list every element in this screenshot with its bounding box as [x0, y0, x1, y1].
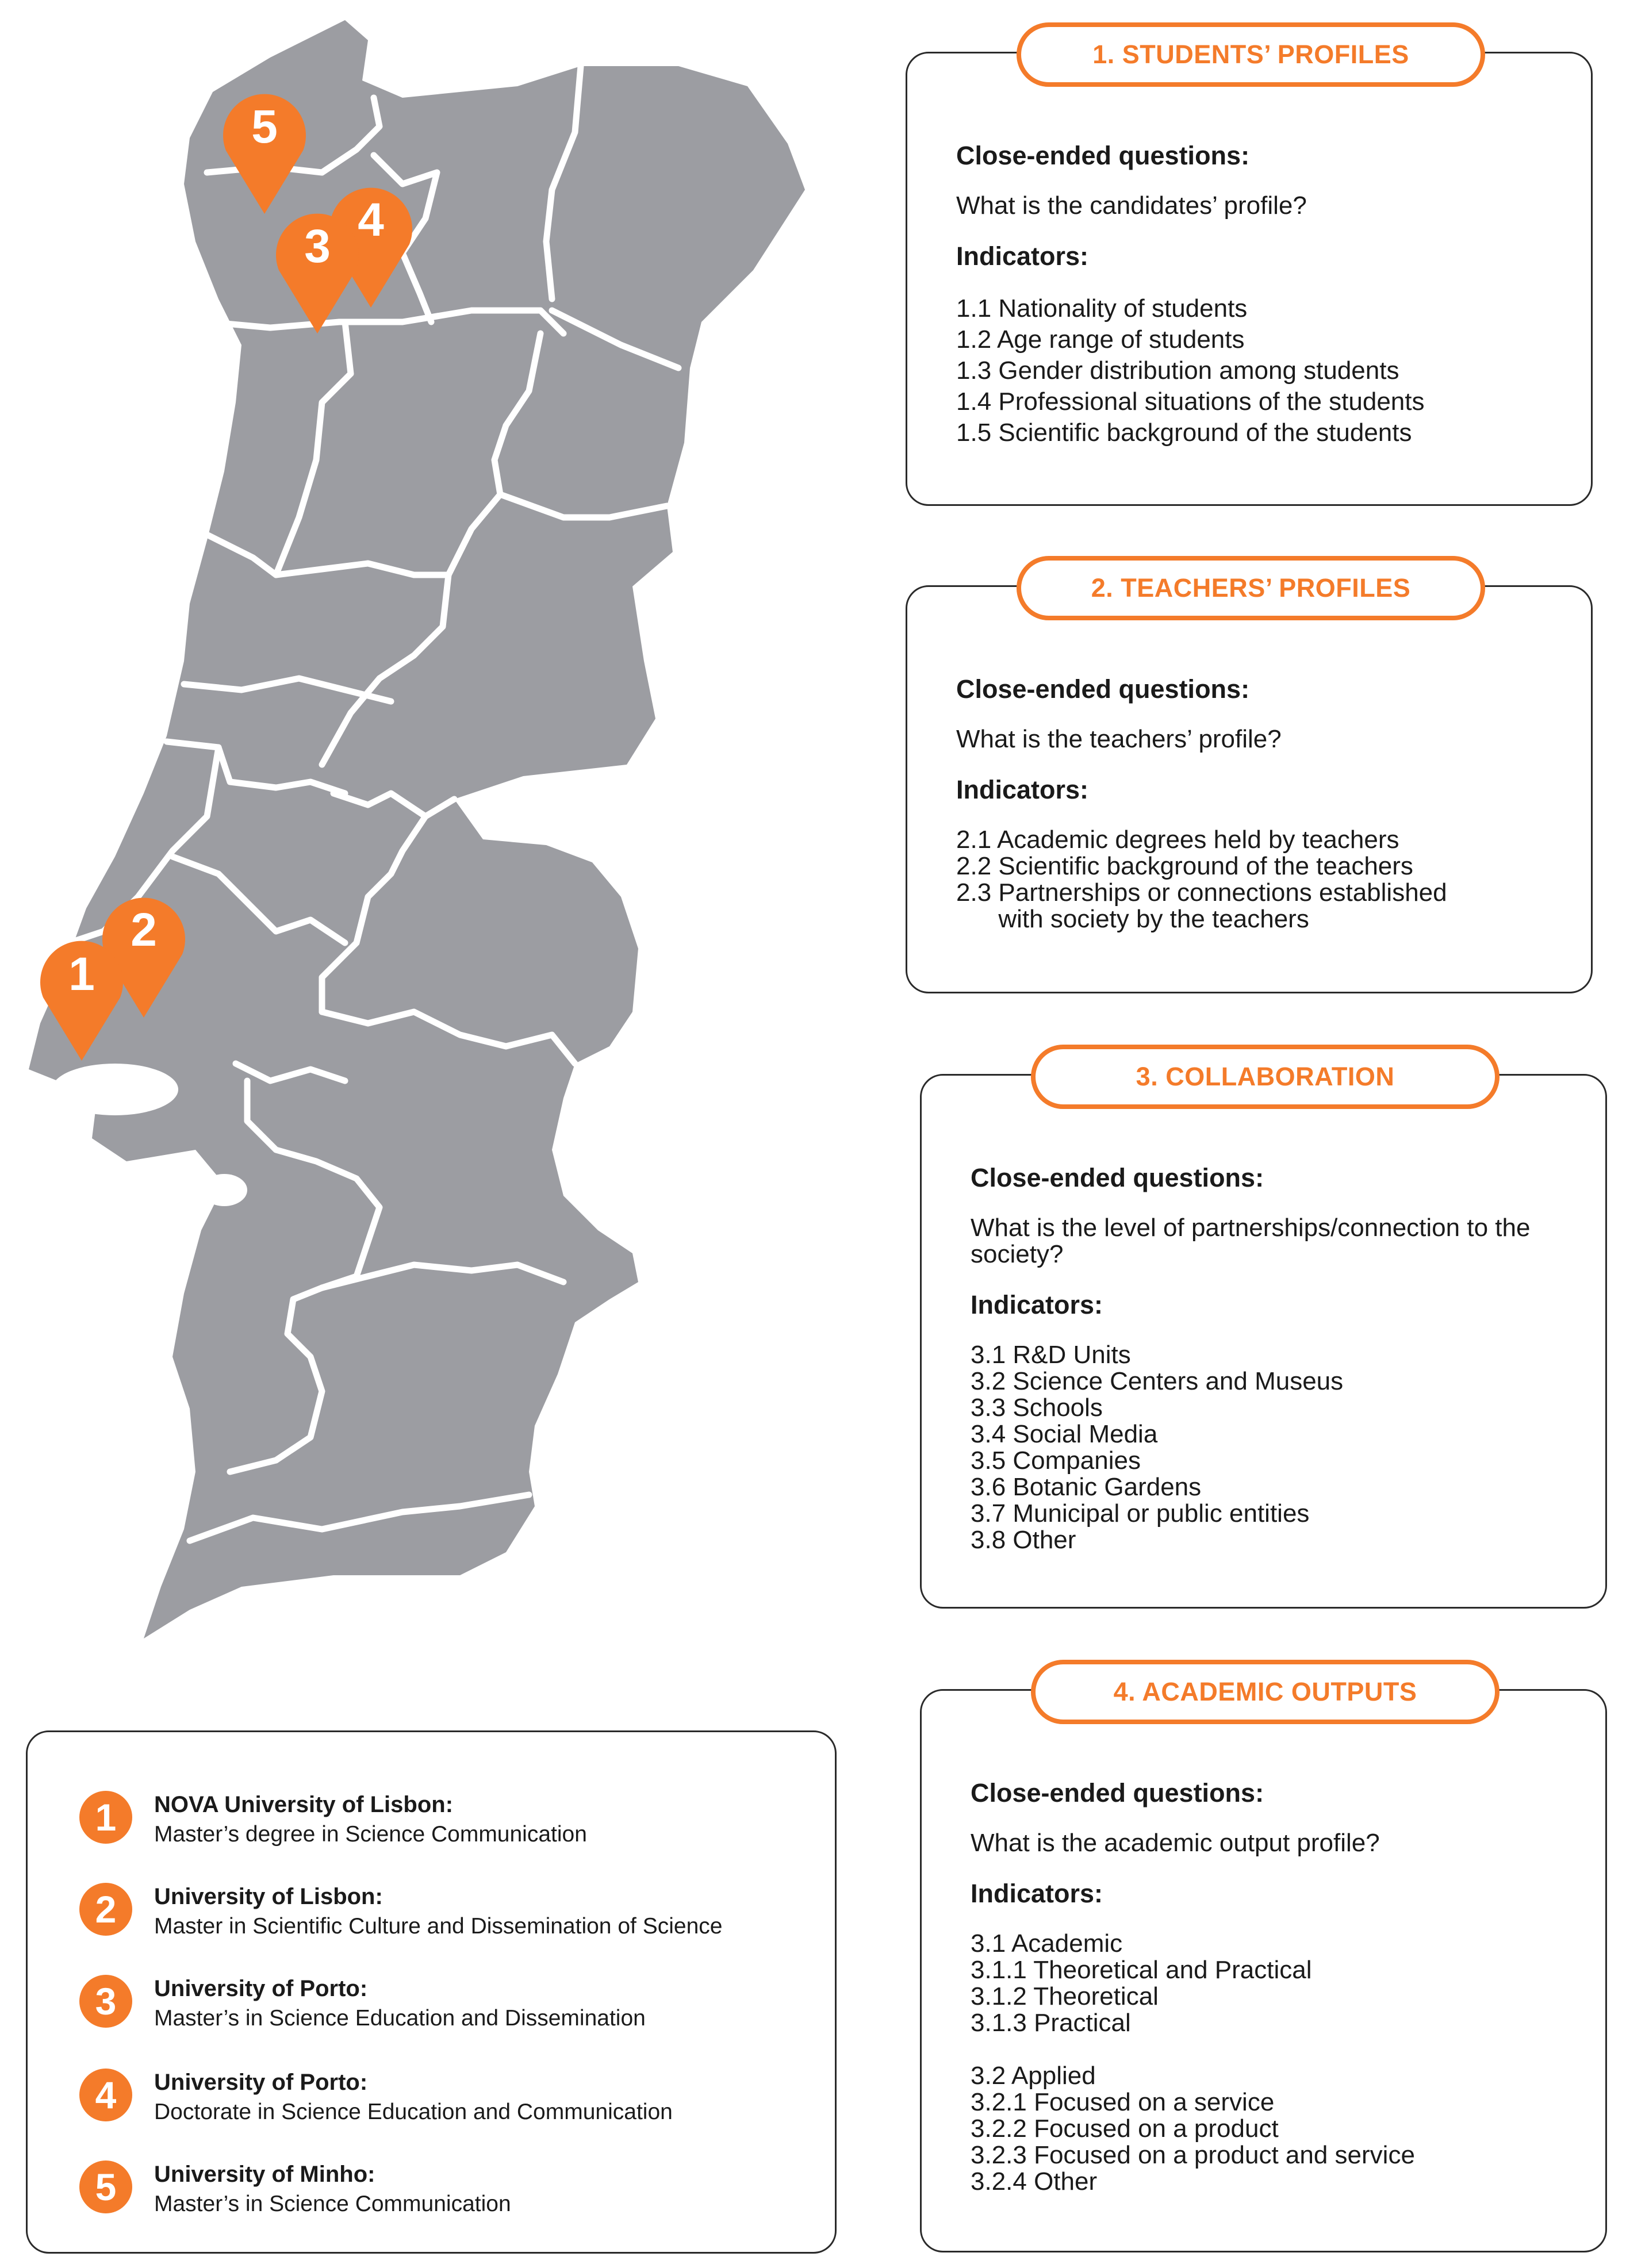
legend-item-2: [79, 1882, 722, 1941]
indicator-item: 2.1 Academic degrees held by teachers: [956, 826, 1399, 854]
legend-item-5: [79, 2159, 511, 2219]
indicators-label: Indicators:: [956, 241, 1089, 271]
legend-program: Master in Scientific Culture and Dissemination of Science: [154, 1914, 723, 1939]
portugal-map: [0, 0, 834, 1667]
teachers-profiles-panel: [906, 573, 1593, 993]
indicator-item: 3.2 Science Centers and Museus: [971, 1367, 1344, 1395]
legend-program: Master’s in Science Communication: [154, 2192, 511, 2216]
question-text: What is the teachers’ profile?: [956, 725, 1282, 753]
students-profiles-panel: [906, 40, 1593, 506]
legend-program: Master’s in Science Education and Dissemination: [154, 2006, 646, 2031]
legend-program: Doctorate in Science Education and Communication: [154, 2100, 673, 2124]
legend-program: Master’s degree in Science Communication: [154, 1822, 587, 1847]
indicator-list: [971, 1342, 1582, 1553]
indicator-item: 3.2 Applied: [971, 2062, 1096, 2090]
collaboration-panel: [920, 1062, 1607, 1609]
section-title-students: 1. STUDENTS’ PROFILES: [1017, 22, 1485, 87]
indicator-item: 3.2.3 Focused on a product and service: [971, 2141, 1415, 2169]
indicator-item: 3.6 Botanic Gardens: [971, 1473, 1202, 1501]
question-text: What is the candidates’ profile?: [956, 191, 1307, 220]
close-ended-label: Close-ended questions:: [971, 1163, 1264, 1192]
close-ended-label: Close-ended questions:: [971, 1778, 1264, 1808]
indicator-item: 3.1.1 Theoretical and Practical: [971, 1956, 1312, 1984]
estuary: [52, 1064, 178, 1115]
indicator-list: [971, 1931, 1582, 2195]
indicator-item: 3.2.2 Focused on a product: [971, 2115, 1279, 2143]
marker-number-1: 1: [68, 948, 95, 1000]
legend-number-badge: 4: [79, 2069, 132, 2121]
university-legend: [26, 1730, 837, 2254]
indicator-list: [956, 293, 1568, 448]
close-ended-label: Close-ended questions:: [956, 674, 1250, 704]
academic-outputs-panel: [920, 1677, 1607, 2252]
legend-university: University of Porto:: [154, 1976, 368, 2001]
indicators-label: Indicators:: [956, 775, 1089, 804]
legend-university: University of Porto:: [154, 2070, 368, 2095]
section-title-academic-outputs: 4. ACADEMIC OUTPUTS: [1031, 1660, 1500, 1724]
indicator-item: 2.3 Partnerships or connections established: [956, 878, 1447, 907]
indicator-item: 1.3 Gender distribution among students: [956, 356, 1399, 385]
indicators-label: Indicators:: [971, 1879, 1103, 1908]
legend-item-3: [79, 1974, 646, 2033]
indicator-item: 3.8 Other: [971, 1526, 1076, 1554]
legend-item-1: [79, 1790, 587, 1849]
section-title-teachers: 2. TEACHERS’ PROFILES: [1017, 556, 1485, 620]
question-text: What is the academic output profile?: [971, 1829, 1380, 1857]
marker-number-3: 3: [304, 220, 331, 273]
legend-number-badge: 3: [79, 1975, 132, 2028]
indicator-item: 1.1 Nationality of students: [956, 294, 1248, 323]
indicator-item: 3.3 Schools: [971, 1394, 1103, 1422]
legend-number-badge: 1: [79, 1791, 132, 1844]
legend-university: University of Lisbon:: [154, 1884, 383, 1909]
legend-university: NOVA University of Lisbon:: [154, 1792, 454, 1817]
legend-university: University of Minho:: [154, 2162, 375, 2187]
indicator-spacer: [971, 2036, 1582, 2063]
indicator-item: 3.1.2 Theoretical: [971, 1982, 1159, 2010]
indicator-item: 2.2 Scientific background of the teachers: [956, 852, 1413, 880]
indicator-item: 3.1 R&D Units: [971, 1341, 1131, 1369]
indicator-item: 3.5 Companies: [971, 1446, 1141, 1475]
marker-number-2: 2: [131, 904, 157, 956]
indicator-item: 3.1.3 Practical: [971, 2009, 1131, 2037]
legend-number-badge: 5: [79, 2160, 132, 2213]
indicator-item: 3.1 Academic: [971, 1929, 1123, 1958]
indicator-list: [956, 827, 1568, 932]
indicator-item: 3.4 Social Media: [971, 1420, 1158, 1448]
legend-number-badge: 2: [79, 1883, 132, 1936]
section-title-collaboration: 3. COLLABORATION: [1031, 1045, 1500, 1109]
indicator-item: with society by the teachers: [956, 905, 1309, 933]
indicator-item: 1.2 Age range of students: [956, 325, 1245, 354]
indicator-item: 3.2.4 Other: [971, 2167, 1098, 2196]
question-text: What is the level of partnerships/connection to the society?: [971, 1214, 1531, 1268]
indicator-item: 1.5 Scientific background of the students: [956, 419, 1412, 447]
indicator-item: 3.7 Municipal or public entities: [971, 1499, 1310, 1528]
marker-number-5: 5: [251, 101, 278, 153]
marker-number-4: 4: [358, 194, 384, 246]
close-ended-label: Close-ended questions:: [956, 141, 1250, 170]
indicator-item: 3.2.1 Focused on a service: [971, 2088, 1275, 2116]
indicator-item: 1.4 Professional situations of the students: [956, 387, 1425, 416]
indicators-label: Indicators:: [971, 1290, 1103, 1319]
estuary-sado: [201, 1174, 247, 1206]
legend-item-4: [79, 2067, 673, 2127]
